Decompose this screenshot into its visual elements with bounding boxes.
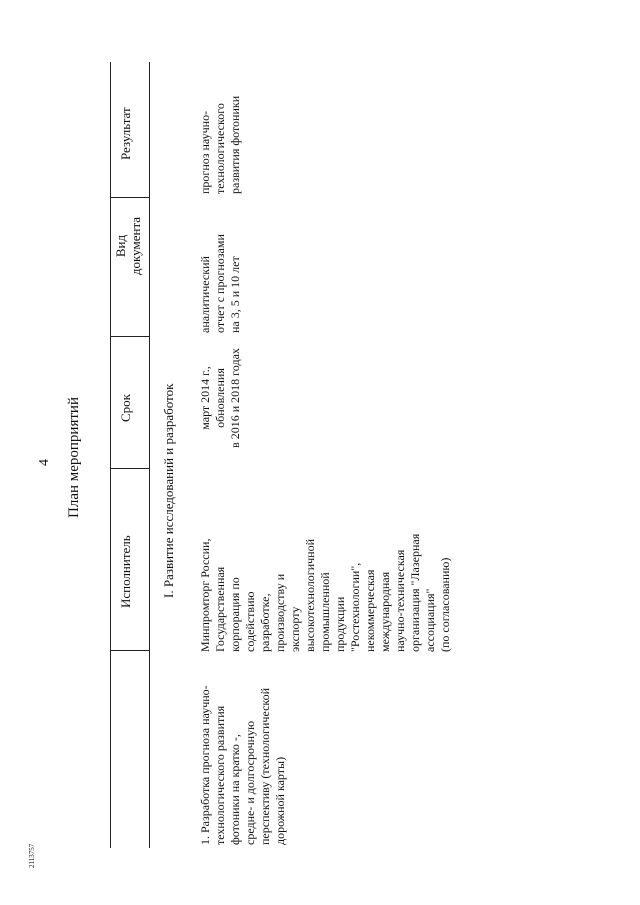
row1-result <box>198 96 243 194</box>
row1-result-line: технологического <box>213 103 227 194</box>
column-divider-1 <box>110 650 149 651</box>
row1-executor-line: Минпромторг России, <box>198 538 212 652</box>
row1-executor-line: содействию <box>243 591 257 652</box>
section-title: I. Развитие исследований и разработок <box>161 383 176 598</box>
row1-executor-line: ассоциация" <box>423 588 437 652</box>
column-header-deadline: Срок <box>118 394 133 422</box>
column-divider-3 <box>110 336 149 337</box>
row1-result-line: прогноз научно- <box>198 110 212 194</box>
row1-executor-line: высокотехнологичной <box>303 538 317 652</box>
row1-deadline-line: обновления <box>213 368 227 428</box>
column-divider-4 <box>110 197 149 198</box>
row1-doc-type-line: на 3, 5 и 10 лет <box>228 256 242 333</box>
row1-executor <box>198 534 453 652</box>
column-header-doc-type <box>113 201 143 291</box>
page-number: 4 <box>37 459 52 466</box>
row1-measure-line: технологического развития <box>213 705 227 845</box>
column-header-doc-type-line: документа <box>128 216 143 276</box>
row1-executor-line: научно-техническая <box>393 549 407 652</box>
row1-executor-line: международная <box>378 571 392 652</box>
row1-measure-line: фотоники на кратко -, <box>228 734 242 845</box>
row1-executor-line: экспорту <box>288 606 302 652</box>
row1-deadline <box>198 330 243 466</box>
row1-executor-line: производству и <box>273 573 287 652</box>
row1-doc-type-line: аналитический <box>198 256 212 333</box>
row1-executor-line: организация "Лазерная <box>408 533 422 652</box>
row1-measure-line: 1. Разработка прогноза научно- <box>198 685 212 845</box>
row1-result-line: развития фотоники <box>228 95 242 194</box>
row1-executor-line: промышленной <box>318 572 332 652</box>
row1-executor-line: (по согласованию) <box>438 557 452 652</box>
row1-deadline-line: в 2016 и 2018 годах <box>228 348 242 448</box>
row1-doc-type <box>198 234 243 333</box>
row1-measure-line: дорожной карты) <box>273 756 287 845</box>
row1-executor-line: "Ростехнологии", <box>348 562 362 652</box>
column-header-doc-type-line: Вид <box>113 234 128 258</box>
row1-executor-line: корпорация по <box>228 577 242 652</box>
column-header-result: Результат <box>118 107 133 160</box>
table-header-bottom-border <box>149 62 150 848</box>
row1-doc-type-line: отчет с прогнозами <box>213 234 227 333</box>
column-header-executor: Исполнитель <box>118 535 133 608</box>
document-code: 2113757 <box>28 843 36 868</box>
table-top-border <box>110 62 111 848</box>
row1-measure-line: средне- и долгосрочную <box>243 720 257 845</box>
column-divider-2 <box>110 468 149 469</box>
row1-executor-line: разработке, <box>258 593 272 652</box>
row1-measure-line: перспективу (технологической <box>258 687 272 845</box>
row1-executor-line: Государственная <box>213 566 227 652</box>
row1-measure <box>198 685 288 845</box>
row1-executor-line: некоммерческая <box>363 569 377 652</box>
plan-title: План мероприятий <box>66 397 82 518</box>
row1-deadline-line: март 2014 г., <box>198 366 212 430</box>
row1-executor-line: продукции <box>333 596 347 652</box>
